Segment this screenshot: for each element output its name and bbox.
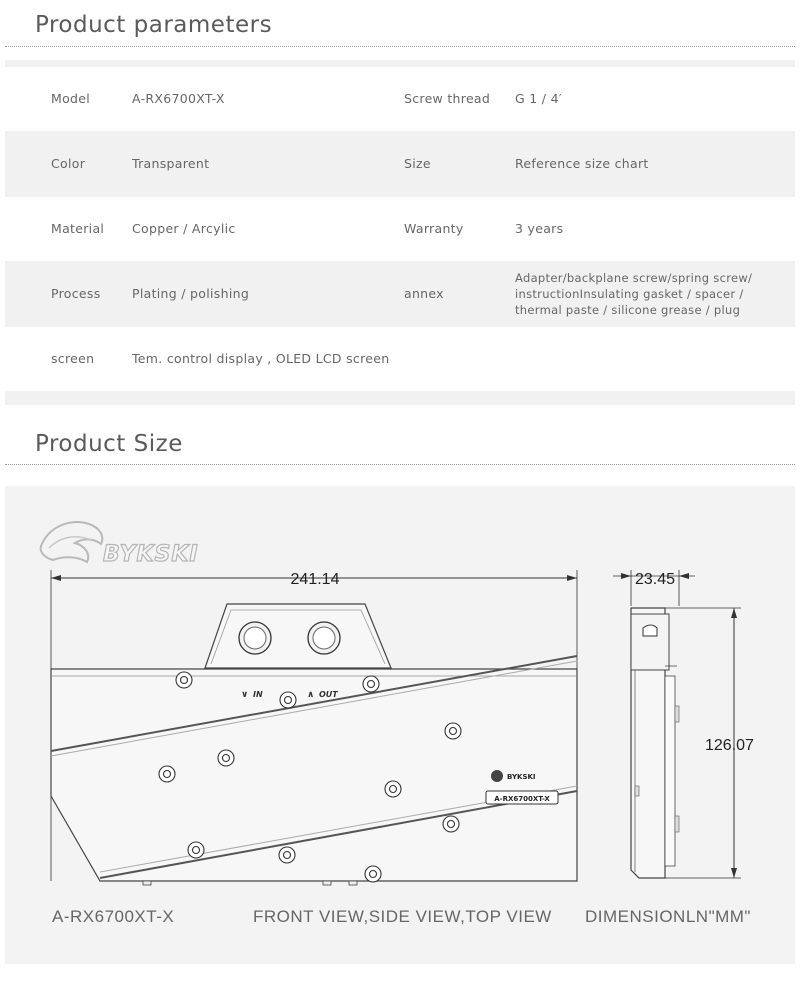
annex-line: instructionInsulating gasket / spacer / bbox=[515, 287, 744, 301]
param-value: 3 years bbox=[515, 221, 564, 236]
param-label: Color bbox=[51, 156, 86, 171]
annex-line: thermal paste / silicone grease / plug bbox=[515, 303, 741, 317]
section-divider bbox=[5, 464, 795, 465]
param-value: G 1 / 4′ bbox=[515, 91, 562, 106]
size-drawing-panel bbox=[5, 486, 795, 964]
param-label: Screw thread bbox=[404, 91, 491, 106]
param-value-annex bbox=[515, 270, 775, 318]
front-view bbox=[51, 604, 577, 885]
caption-unit: DIMENSIONLN"MM" bbox=[585, 907, 751, 926]
section-title-size: Product Size bbox=[35, 431, 183, 457]
param-value: Reference size chart bbox=[515, 156, 649, 171]
annex-line: Adapter/backplane screw/spring screw/ bbox=[515, 271, 753, 285]
table-row bbox=[5, 67, 795, 131]
param-value: Copper / Arcylic bbox=[132, 221, 236, 236]
in-label: IN bbox=[253, 690, 263, 699]
param-value: Tem. control display , OLED LCD screen bbox=[132, 351, 390, 366]
param-label: Material bbox=[51, 221, 105, 236]
param-label: screen bbox=[51, 351, 95, 366]
param-label: Model bbox=[51, 91, 91, 106]
param-label: annex bbox=[404, 286, 444, 301]
param-label: Size bbox=[404, 156, 431, 171]
param-value: Plating / polishing bbox=[132, 286, 250, 301]
badge-model: A-RX6700XT-X bbox=[494, 795, 550, 803]
badge-brand: BYKSKI bbox=[507, 773, 536, 781]
dimension-drawing bbox=[5, 486, 795, 964]
caption-views: FRONT VIEW,SIDE VIEW,TOP VIEW bbox=[253, 907, 552, 926]
svg-text:∨: ∨ bbox=[241, 690, 249, 700]
section-title-parameters: Product parameters bbox=[35, 12, 273, 38]
brand-logo-text: BYKSKI bbox=[103, 542, 199, 567]
table-row bbox=[5, 131, 795, 197]
width-value: 241.14 bbox=[290, 571, 340, 588]
table-row bbox=[5, 197, 795, 261]
svg-text:∧: ∧ bbox=[307, 690, 315, 700]
param-label: Warranty bbox=[404, 221, 464, 236]
brand-logo bbox=[41, 522, 199, 567]
table-row bbox=[5, 327, 795, 391]
table-row bbox=[5, 261, 795, 327]
param-value: Transparent bbox=[132, 156, 210, 171]
param-label: Process bbox=[51, 286, 101, 301]
section-divider bbox=[5, 46, 795, 47]
side-view bbox=[613, 570, 754, 878]
out-label: OUT bbox=[319, 690, 338, 699]
depth-value: 23.45 bbox=[634, 571, 676, 588]
param-value: A-RX6700XT-X bbox=[132, 91, 225, 106]
height-value: 126.07 bbox=[705, 737, 754, 754]
caption-model: A-RX6700XT-X bbox=[52, 907, 175, 926]
